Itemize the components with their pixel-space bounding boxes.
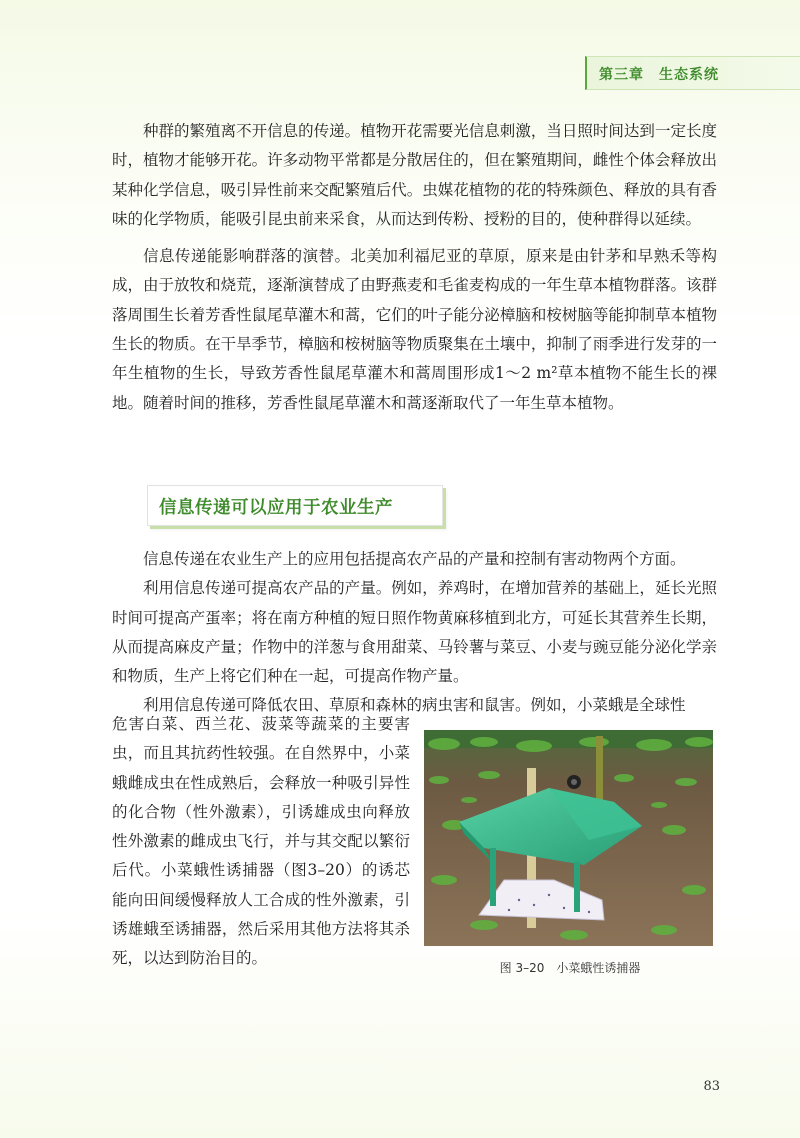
trap-photo — [424, 730, 713, 946]
paragraph: 种群的繁殖离不开信息的传递。植物开花需要光信息刺激，当日照时间达到一定长度时，植物才能够开花。许多动物平常都是分散居住的，但在繁殖期间，雌性个体会释放出某种化学信息，吸引异性前来交配繁殖后代。虫媒花植物的花的特殊颜色、释放的具有香味的化学物质，能吸引昆虫前来采食，从而达到传粉、授粉的目的，使种群得以延续。 — [112, 122, 717, 228]
paragraph: 信息传递能影响群落的演替。北美加利福尼亚的草原，原来是由针茅和早熟禾等构成，由于放牧和烧荒，逐渐演替成了由野燕麦和毛雀麦构成的一年生草本植物群落。该群落周围生长着芳香性鼠尾草灌木和蒿，它们的叶子能分泌樟脑和桉树脑等能抑制草本植物生长的物质。在干旱季节，樟脑和桉树脑等物质聚集在土壤中，抑制了雨季进行发芽的一年生植物的生长，导致芳香性鼠尾草灌木和蒿周围形成1～2 m²草本植物不能生长的裸地。随着时间的推移，芳香性鼠尾草灌木和蒿逐渐取代了一年生草本植物。 — [112, 247, 717, 412]
trap-illustration — [424, 730, 713, 946]
paragraph: 利用信息传递可提高农产品的产量。例如，养鸡时，在增加营养的基础上，延长光照时间可提高产蛋率；将在南方种植的短日照作物黄麻移植到北方，可延长其营养生长期，从而提高麻皮产量；作物中的洋葱与食用甜菜、马铃薯与菜豆、小麦与豌豆能分泌化学亲和物质，生产上将它们种在一起，可提高作物产量。 — [112, 579, 717, 686]
wrap-paragraph: 危害白菜、西兰花、菠菜等蔬菜的主要害虫，而且其抗药性较强。在自然界中，小菜蛾雌成虫在性成熟后，会释放一种吸引异性的化合物（性外激素），引诱雄成虫向释放性外激素的雌成虫飞行，并与其交配以繁衍后代。小菜蛾性诱捕器（图3–20）的诱芯能向田间缓慢释放人工合成的性外激素，引诱雄蛾至诱捕器，然后采用其他方法将其杀死，以达到防治目的。 — [112, 715, 410, 968]
paragraph: 信息传递在农业生产上的应用包括提高农产品的产量和控制有害动物两个方面。 — [143, 550, 686, 568]
chapter-title: 第三章 生态系统 — [599, 67, 719, 83]
section1-text — [112, 117, 717, 418]
section-heading: 信息传递可以应用于农业生产 — [159, 498, 393, 518]
section-heading-box — [147, 485, 443, 526]
section2-text — [112, 545, 717, 721]
figure-caption: 图 3–20 小菜蛾性诱捕器 — [499, 961, 641, 975]
chapter-header — [585, 56, 800, 90]
page-number: 83 — [703, 1079, 720, 1094]
paragraph: 利用信息传递可降低农田、草原和森林的病虫害和鼠害。例如，小菜蛾是全球性 — [143, 696, 686, 715]
